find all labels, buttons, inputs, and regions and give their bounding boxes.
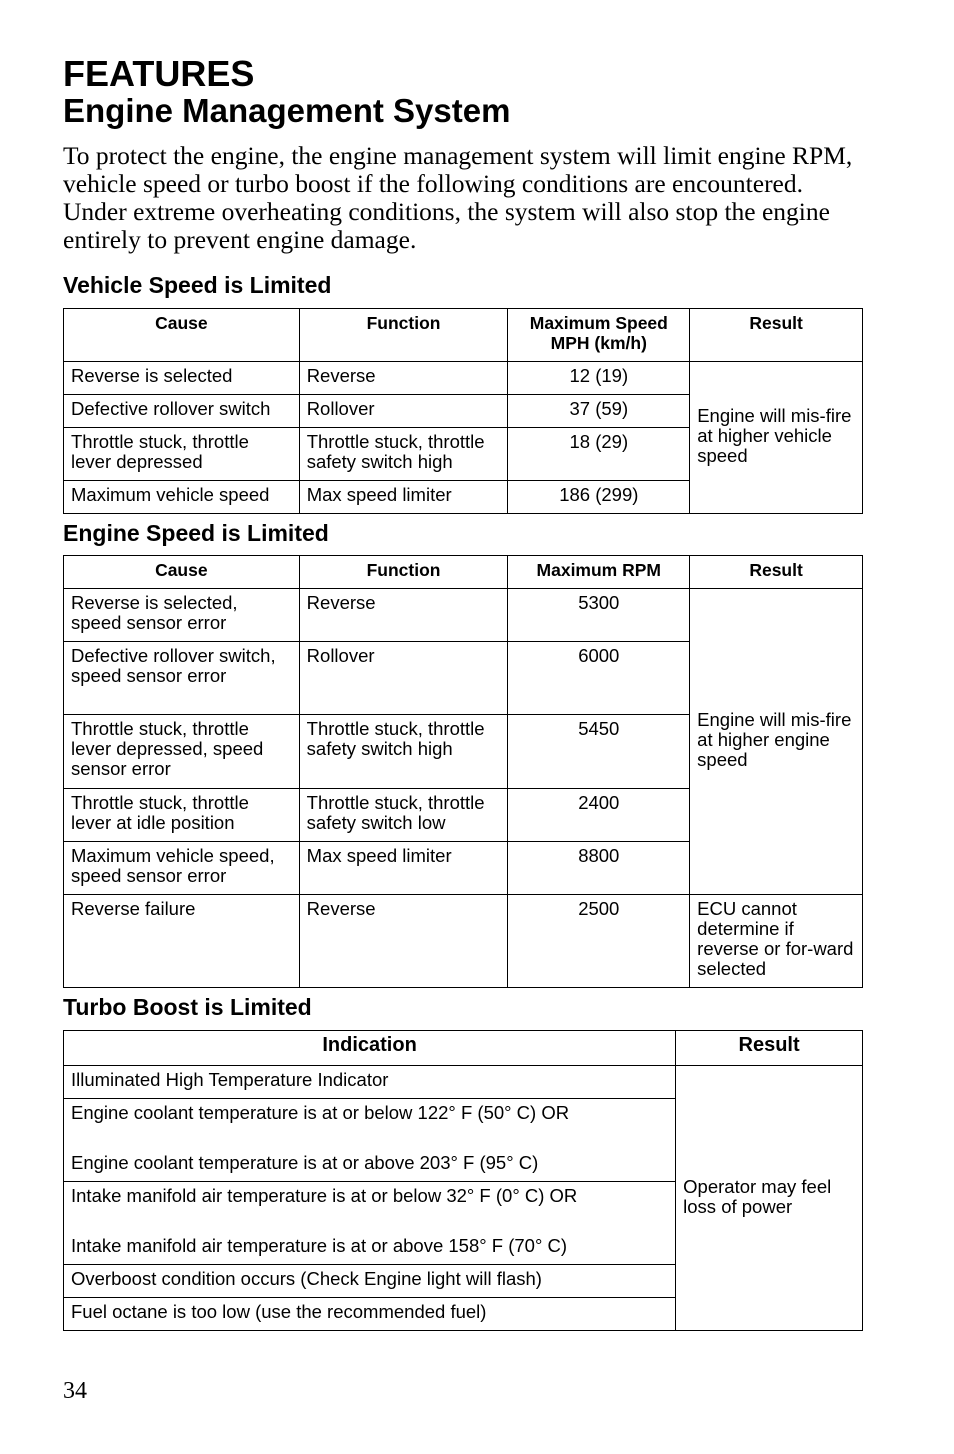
indication-cell [64, 1182, 676, 1265]
engine-speed-table [63, 555, 863, 988]
cause-cell: Throttle stuck, throttle lever at idle position [64, 789, 300, 842]
engine-speed-heading: Engine Speed is Limited [63, 520, 329, 546]
value-cell: 37 (59) [508, 395, 690, 428]
result-cell: Operator may feel loss of power [676, 1066, 863, 1331]
table-row [64, 589, 863, 642]
table-header-row [64, 556, 863, 589]
function-cell: Max speed limiter [299, 481, 508, 514]
function-cell: Reverse [299, 895, 508, 988]
value-cell: 5450 [508, 715, 690, 789]
table-header-row [64, 1031, 863, 1066]
vehicle-speed-heading: Vehicle Speed is Limited [63, 272, 332, 298]
function-cell: Throttle stuck, throttle safety switch high [299, 715, 508, 789]
column-header: Maximum RPM [508, 556, 690, 589]
function-cell: Reverse [299, 589, 508, 642]
turbo-boost-heading: Turbo Boost is Limited [63, 994, 312, 1020]
cause-cell: Defective rollover switch [64, 395, 300, 428]
cause-cell: Maximum vehicle speed, speed sensor error [64, 842, 300, 895]
result-cell: ECU cannot determine if reverse or for-ward selected [690, 895, 863, 988]
page-number: 34 [63, 1378, 87, 1404]
value-cell: 12 (19) [508, 362, 690, 395]
indication-text: Intake manifold air temperature is at or above 158° F (70° C) [71, 1235, 568, 1256]
table-header-row [64, 309, 863, 362]
column-header: Cause [64, 309, 300, 362]
cause-cell: Throttle stuck, throttle lever depressed [64, 428, 300, 481]
value-cell: 2500 [508, 895, 690, 988]
indication-text: Overboost condition occurs (Check Engine light will flash) [71, 1268, 542, 1289]
value-cell: 18 (29) [508, 428, 690, 481]
value-cell: 6000 [508, 642, 690, 715]
column-header: Result [676, 1031, 863, 1066]
indication-text: Intake manifold air temperature is at or below 32° F (0° C) OR [71, 1185, 578, 1206]
column-header: Result [690, 309, 863, 362]
function-cell: Rollover [299, 395, 508, 428]
cause-cell: Throttle stuck, throttle lever depressed, speed sensor error [64, 715, 300, 789]
cause-cell: Defective rollover switch, speed sensor error [64, 642, 300, 715]
intro-paragraph: To protect the engine, the engine management system will limit engine RPM, vehicle speed or turbo boost if the following conditions are encountered. Under extreme overheating conditions, the system will also stop the engine entirely to prevent engine damage. [63, 141, 853, 254]
column-header: Function [299, 309, 508, 362]
cause-cell: Reverse failure [64, 895, 300, 988]
cause-cell: Reverse is selected, speed sensor error [64, 589, 300, 642]
cause-cell: Maximum vehicle speed [64, 481, 300, 514]
function-cell: Max speed limiter [299, 842, 508, 895]
column-header: Maximum Speed MPH (km/h) [508, 309, 690, 362]
value-cell: 5300 [508, 589, 690, 642]
section-header: FEATURES [63, 53, 255, 94]
indication-cell [64, 1265, 676, 1298]
column-header: Function [299, 556, 508, 589]
value-cell: 2400 [508, 789, 690, 842]
table-row [64, 895, 863, 988]
result-cell: Engine will mis-fire at higher engine speed [690, 589, 863, 895]
result-cell: Engine will mis-fire at higher vehicle speed [690, 362, 863, 514]
function-cell: Throttle stuck, throttle safety switch high [299, 428, 508, 481]
function-cell: Throttle stuck, throttle safety switch low [299, 789, 508, 842]
value-cell: 186 (299) [508, 481, 690, 514]
cause-cell: Reverse is selected [64, 362, 300, 395]
function-cell: Rollover [299, 642, 508, 715]
page-title: Engine Management System [63, 92, 511, 129]
table-row [64, 1066, 863, 1099]
indication-text: Illuminated High Temperature Indicator [71, 1069, 389, 1090]
indication-cell [64, 1099, 676, 1182]
column-header: Indication [64, 1031, 676, 1066]
indication-text: Engine coolant temperature is at or above 203° F (95° C) [71, 1152, 539, 1173]
value-cell: 8800 [508, 842, 690, 895]
table-row [64, 362, 863, 395]
vehicle-speed-table [63, 308, 863, 514]
indication-cell [64, 1066, 676, 1099]
indication-text: Fuel octane is too low (use the recommended fuel) [71, 1301, 487, 1322]
turbo-boost-table [63, 1030, 863, 1331]
column-header: Result [690, 556, 863, 589]
indication-text: Engine coolant temperature is at or below 122° F (50° C) OR [71, 1102, 570, 1123]
function-cell: Reverse [299, 362, 508, 395]
indication-cell [64, 1298, 676, 1331]
column-header: Cause [64, 556, 300, 589]
